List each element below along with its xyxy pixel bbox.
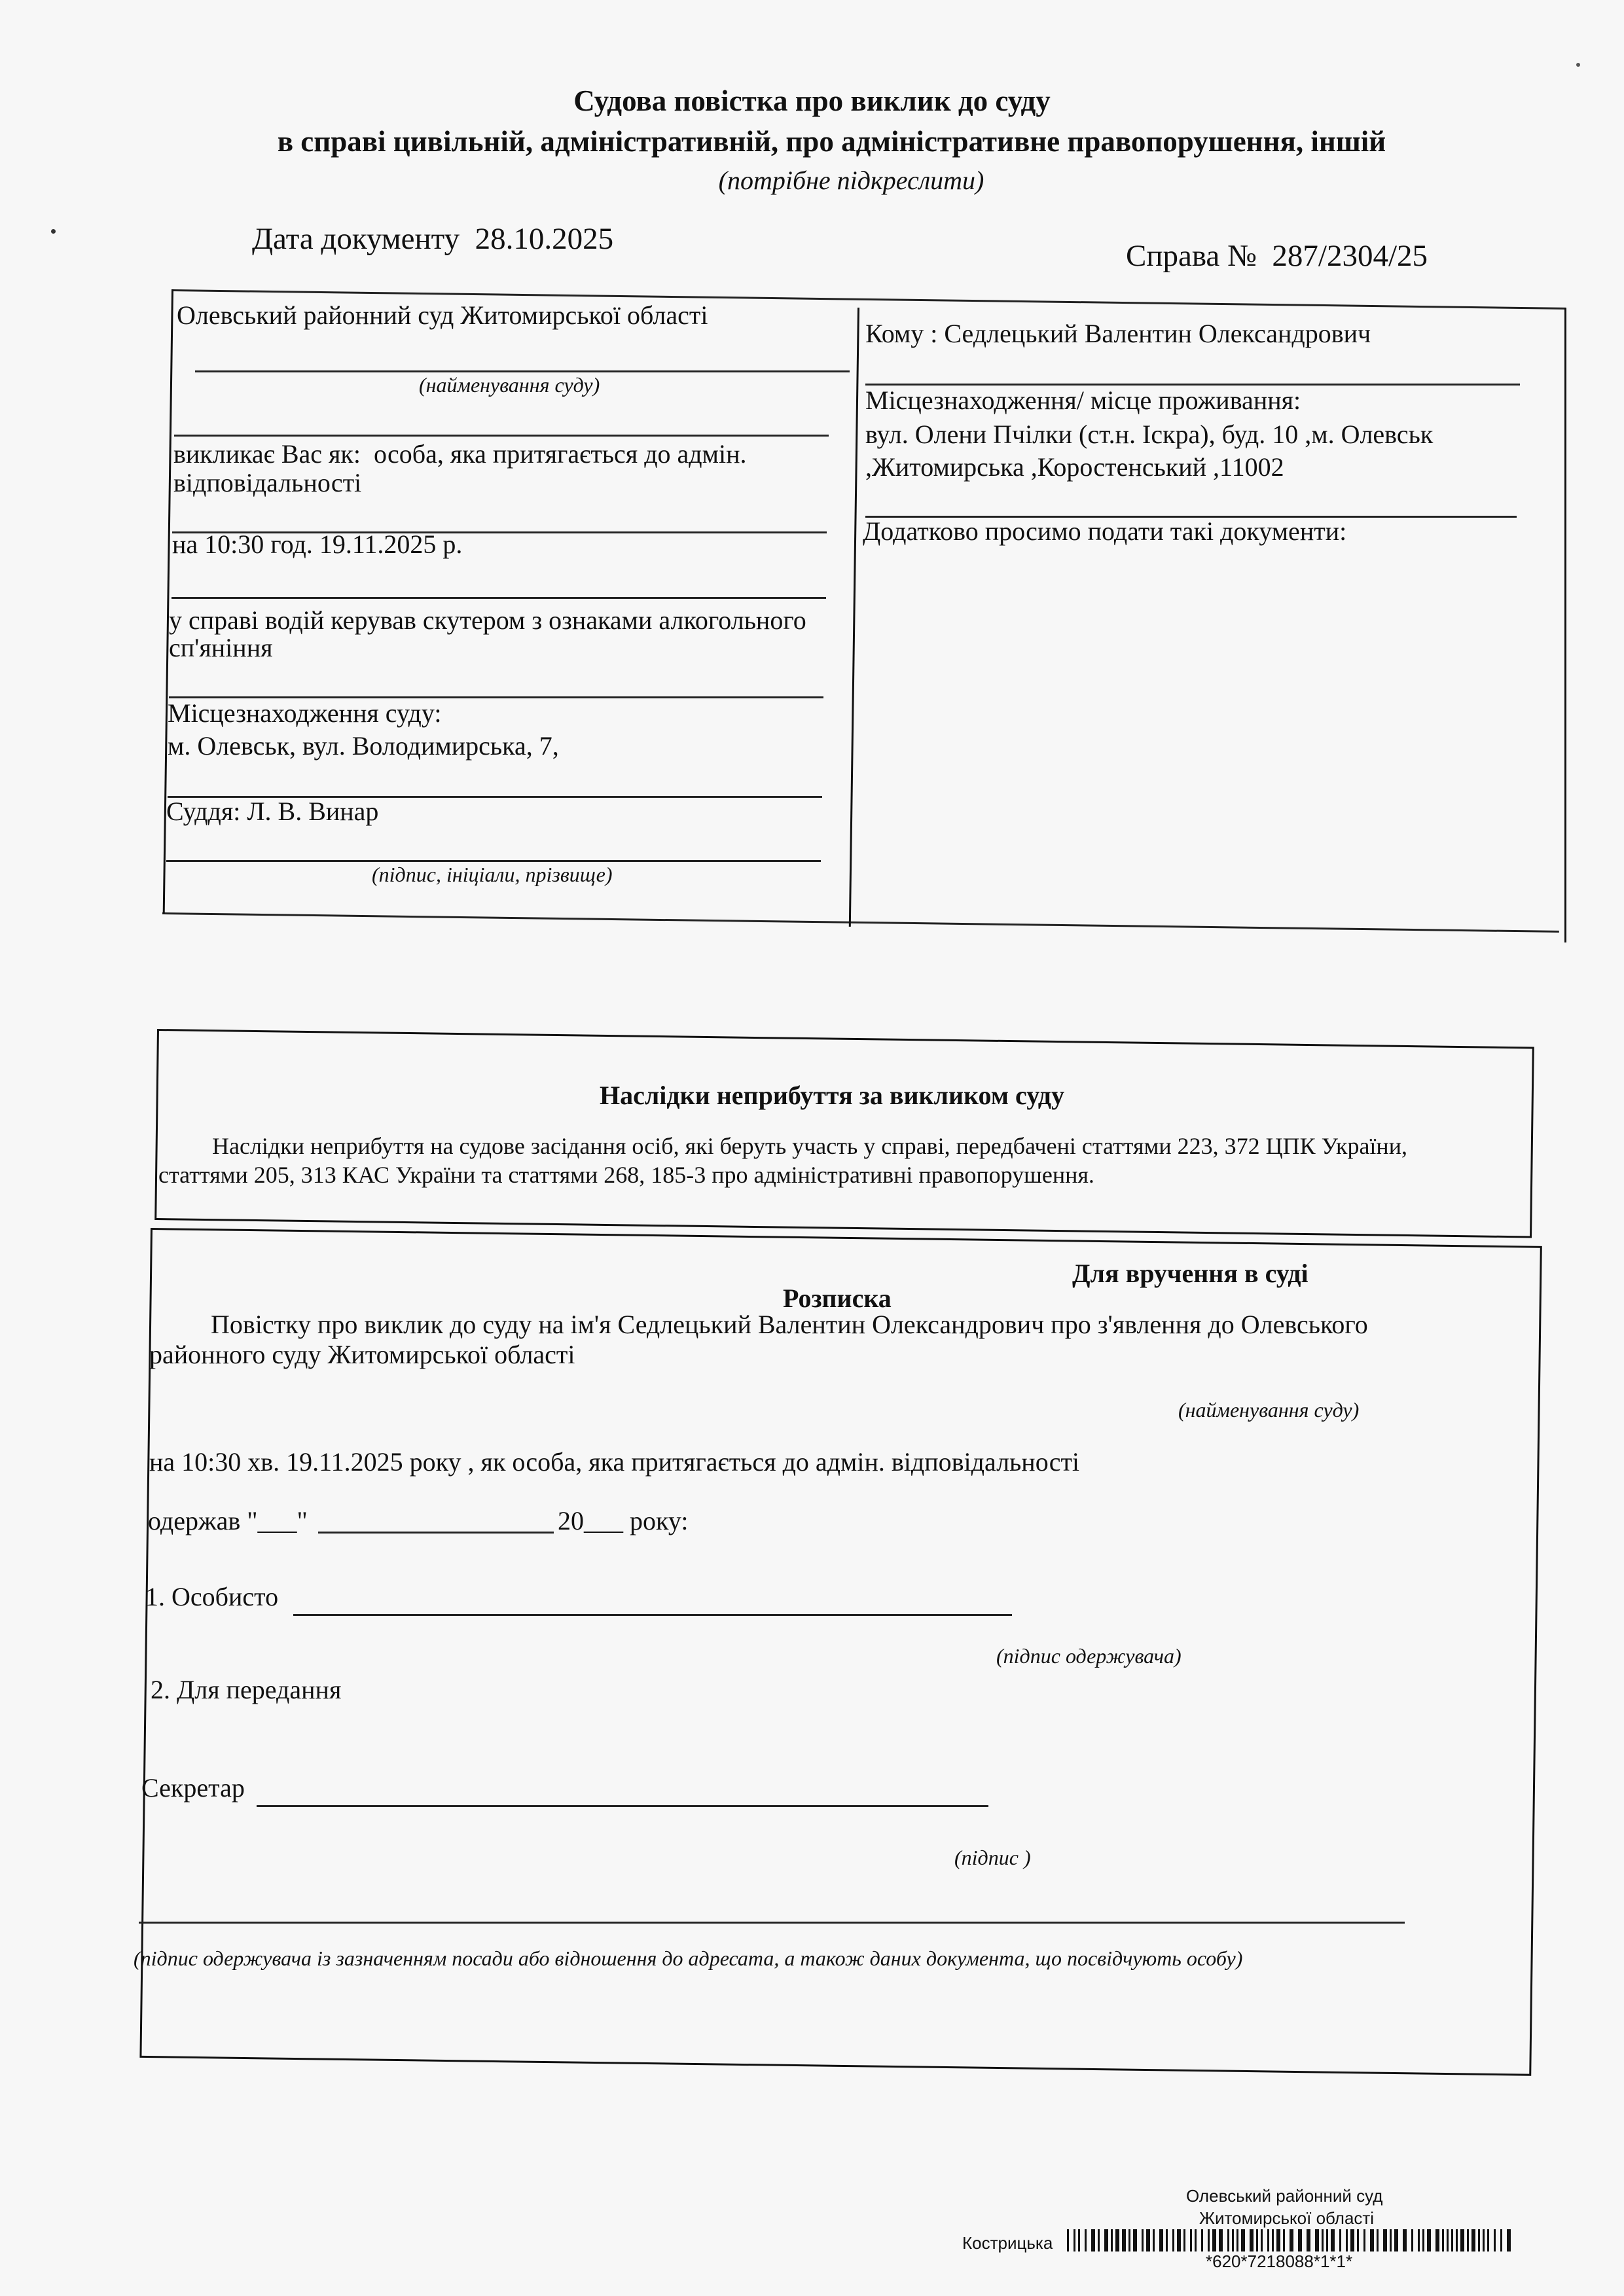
received-month-line: [318, 1532, 554, 1534]
barcode-bar: [1232, 2229, 1234, 2251]
received-year: 20___ року:: [558, 1506, 689, 1535]
barcode: [1067, 2229, 1519, 2251]
barcode-bar: [1427, 2229, 1431, 2251]
case-subject-line-1: у справі водій керував скутером з ознаками алкогольного: [169, 605, 806, 635]
barcode-bar: [1478, 2229, 1480, 2251]
recipient-name: Седлецький Валентин Олександрович: [944, 319, 1371, 348]
residence-label: Місцезнаходження/ місце проживання:: [865, 386, 1301, 415]
summons-label: викликає Вас як:: [173, 439, 361, 469]
barcode-bar: [1208, 2229, 1210, 2251]
case-number-label: Справа №: [1126, 239, 1257, 273]
summons-role-line-1: особа, яка притягається до адмін.: [373, 439, 747, 469]
barcode-bar: [1442, 2229, 1444, 2251]
barcode-bar: [1370, 2229, 1374, 2251]
barcode-bar: [1500, 2229, 1502, 2251]
barcode-bar: [1159, 2229, 1163, 2251]
barcode-bar: [1241, 2229, 1245, 2251]
barcode-bar: [1166, 2229, 1168, 2251]
received-date: [148, 1505, 689, 1536]
barcode-bar: [1315, 2229, 1319, 2251]
footer-court-line-2: Житомирської області: [1199, 2208, 1375, 2228]
footer-court-line-1: Олевський районний суд: [1186, 2186, 1383, 2206]
title-line-2: в справі цивільній, адміністративній, про адміністративне правопорушення, іншій: [277, 125, 1386, 158]
barcode-bar: [1074, 2229, 1075, 2251]
barcode-bar: [1403, 2229, 1407, 2251]
bottom-signature-line: [139, 1922, 1405, 1924]
barcode-bar: [1183, 2229, 1185, 2251]
receipt-court-caption: (найменування суду): [1178, 1398, 1360, 1422]
recipient-signature-caption: (підпис одержувача): [996, 1644, 1182, 1668]
documents-label: Додатково просимо подати такі документи:: [863, 516, 1347, 546]
receipt-line-2: районного суду Житомирської області: [149, 1340, 575, 1369]
barcode-bar: [1331, 2229, 1335, 2251]
barcode-bar: [1276, 2229, 1280, 2251]
barcode-bar: [1219, 2229, 1223, 2251]
barcode-bar: [1394, 2229, 1398, 2251]
barcode-bar: [1261, 2229, 1263, 2251]
barcode-bar: [1494, 2229, 1496, 2251]
judge-text: Суддя: Л. В. Винар: [166, 797, 379, 826]
barcode-bar: [1172, 2229, 1174, 2251]
barcode-bar: [1435, 2229, 1439, 2251]
receipt-title: Розписка: [783, 1283, 892, 1313]
row-line-1: [174, 435, 829, 437]
barcode-bar: [1507, 2229, 1511, 2251]
court-caption: (найменування суду): [419, 373, 600, 397]
residence-line-2: ,Житомирська ,Коростенський ,11002: [865, 452, 1284, 482]
barcode-bar: [1128, 2229, 1130, 2251]
barcode-bar: [1190, 2229, 1192, 2251]
barcode-bar: [1307, 2229, 1310, 2251]
court-name-line: [195, 370, 850, 372]
barcode-bar: [1290, 2229, 1293, 2251]
residence-line-1: вул. Олени Пчілки (ст.н. Іскра), буд. 10 ,м. Олевськ: [865, 420, 1434, 449]
barcode-bar: [1377, 2229, 1379, 2251]
barcode-bar: [1460, 2229, 1464, 2251]
document-date: [252, 221, 613, 257]
receipt-line-1: Повістку про виклик до суду на ім'я Седлецький Валентин Олександрович про з'явлення до Олевського: [211, 1310, 1368, 1339]
title-line-1: Судова повістка про виклик до суду: [573, 84, 1051, 117]
court-location-value: м. Олевськ, вул. Володимирська, 7,: [168, 731, 559, 761]
barcode-bar: [1390, 2229, 1392, 2251]
barcode-bar: [1346, 2229, 1348, 2251]
barcode-bar: [1256, 2229, 1258, 2251]
judge-signature-line: [166, 860, 821, 862]
personal-signature-line: [293, 1614, 1012, 1616]
scan-speck: [51, 229, 56, 234]
barcode-bar: [1250, 2229, 1254, 2251]
barcode-bar: [1091, 2229, 1095, 2251]
barcode-bar: [1142, 2229, 1144, 2251]
barcode-bar: [1411, 2229, 1413, 2251]
barcode-bar: [1322, 2229, 1324, 2251]
judge-caption: (підпис, ініціали, прізвище): [372, 863, 613, 886]
court-location-label: Місцезнаходження суду:: [168, 698, 442, 728]
consequences-title: Наслідки неприбуття за викликом суду: [600, 1081, 1064, 1110]
barcode-bar: [1104, 2229, 1108, 2251]
document-date-label: Дата документу: [252, 222, 460, 256]
case-number: [1126, 238, 1428, 274]
barcode-bar: [1451, 2229, 1453, 2251]
barcode-bar: [1471, 2229, 1475, 2251]
barcode-text: *620*7218088*1*1*: [1206, 2251, 1353, 2271]
row-line-3: [171, 597, 826, 599]
case-number-value: 287/2304/25: [1272, 239, 1428, 273]
case-subject-line-2: сп'яніння: [169, 633, 273, 662]
recipient-label: Кому :: [865, 319, 938, 348]
title-note: (потрібне підкреслити): [718, 166, 984, 195]
barcode-bar: [1078, 2229, 1080, 2251]
summons-box-right: [1564, 308, 1566, 942]
barcode-bar: [1272, 2229, 1274, 2251]
barcode-bar: [1133, 2229, 1137, 2251]
barcode-bar: [1098, 2229, 1100, 2251]
scan-speck: [1576, 63, 1580, 67]
barcode-bar: [1115, 2229, 1119, 2251]
barcode-bar: [1283, 2229, 1285, 2251]
summons-role-line-2: відповідальності: [173, 468, 362, 497]
barcode-bar: [1467, 2229, 1469, 2251]
delivery-label: Для вручення в суді: [1072, 1259, 1308, 1288]
barcode-bar: [1418, 2229, 1420, 2251]
barcode-bar: [1483, 2229, 1485, 2251]
consequences-line-1: Наслідки неприбуття на судове засідання осіб, які беруть участь у справі, передбачені статтями 223, 372 ЦПК України,: [212, 1133, 1407, 1159]
barcode-bar: [1227, 2229, 1229, 2251]
barcode-bar: [1267, 2229, 1269, 2251]
secretary-signature-caption: (підпис ): [954, 1846, 1031, 1869]
consequences-line-2: статтями 205, 313 КАС України та статтями 268, 185-3 про адміністративні правопорушення.: [158, 1162, 1094, 1188]
summons-box-divider: [849, 308, 859, 927]
personal-label: 1. Особисто: [145, 1582, 279, 1611]
barcode-bar: [1195, 2229, 1197, 2251]
barcode-bar: [1236, 2229, 1238, 2251]
barcode-bar: [1122, 2229, 1126, 2251]
barcode-bar: [1201, 2229, 1203, 2251]
barcode-bar: [1339, 2229, 1341, 2251]
summons-role: [173, 439, 746, 469]
barcode-bar: [1363, 2229, 1365, 2251]
barcode-bar: [1350, 2229, 1354, 2251]
barcode-bar: [1422, 2229, 1424, 2251]
secretary-label: Секретар: [141, 1773, 245, 1803]
barcode-bar: [1326, 2229, 1328, 2251]
transfer-label: 2. Для передання: [151, 1675, 342, 1704]
barcode-bar: [1111, 2229, 1113, 2251]
barcode-bar: [1383, 2229, 1387, 2251]
barcode-bar: [1298, 2229, 1302, 2251]
hearing-time: на 10:30 год. 19.11.2025 р.: [172, 529, 463, 559]
summons-box-bottom: [162, 912, 1559, 933]
barcode-bar: [1085, 2229, 1087, 2251]
court-name: Олевський районний суд Житомирської області: [177, 300, 708, 330]
barcode-bar: [1146, 2229, 1150, 2251]
barcode-bar: [1357, 2229, 1359, 2251]
barcode-bar: [1067, 2229, 1069, 2251]
receipt-time-line: на 10:30 хв. 19.11.2025 року , як особа, яка притягається до адмін. відповідальності: [149, 1447, 1080, 1477]
barcode-bar: [1447, 2229, 1449, 2251]
barcode-bar: [1487, 2229, 1489, 2251]
secretary-signature-line: [257, 1805, 988, 1807]
barcode-bar: [1456, 2229, 1458, 2251]
barcode-bar: [1177, 2229, 1181, 2251]
bottom-caption: (підпис одержувача із зазначенням посади або відношення до адресата, а також даних документа, що посвідчують особу): [134, 1946, 1243, 1970]
barcode-bar: [1153, 2229, 1155, 2251]
barcode-bar: [1212, 2229, 1216, 2251]
document-date-value: 28.10.2025: [475, 222, 614, 256]
recipient: [865, 318, 1371, 349]
clerk-name: Кострицька: [962, 2233, 1053, 2253]
received-prefix: одержав "___": [148, 1506, 308, 1535]
